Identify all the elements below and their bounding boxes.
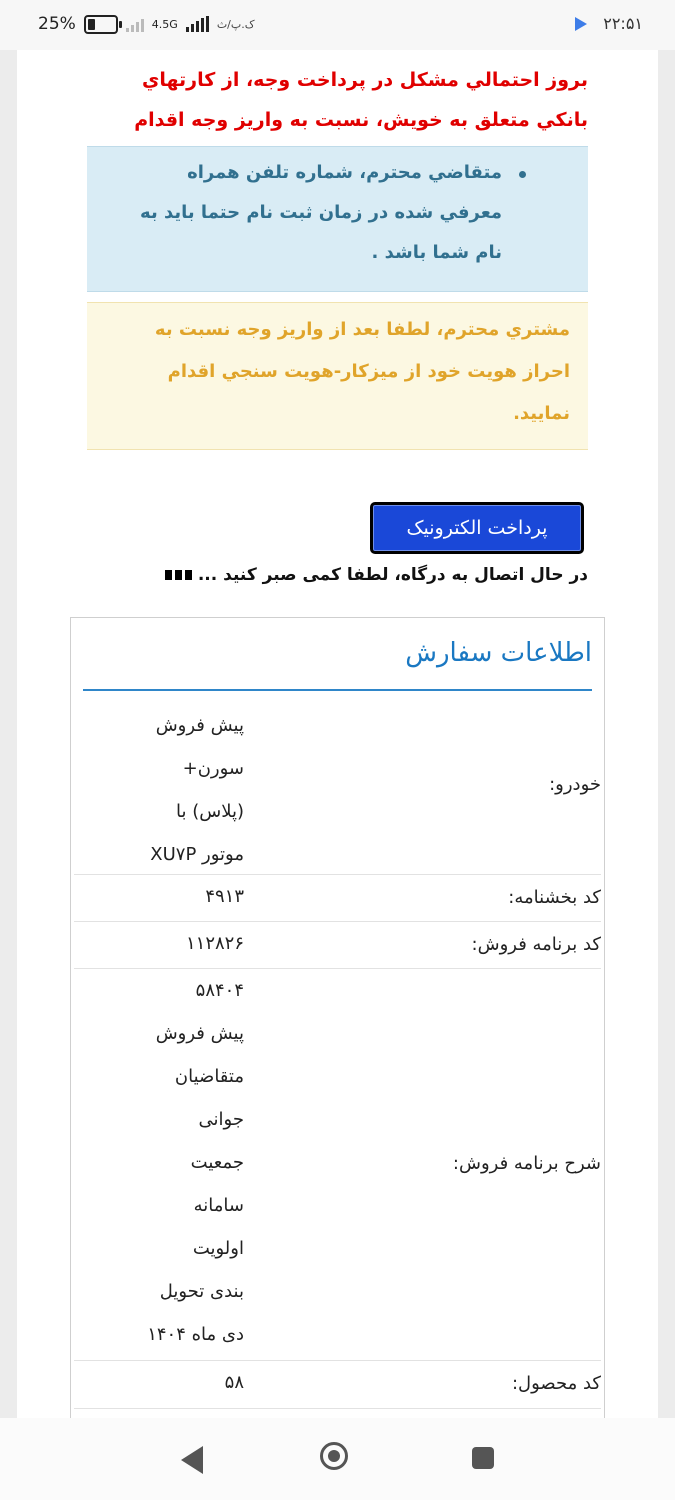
plan-desc-line: سامانه bbox=[193, 1195, 244, 1216]
network-type: 4.5G bbox=[151, 17, 178, 31]
plan-desc-line: جوانی bbox=[198, 1109, 244, 1130]
order-row-car bbox=[74, 704, 601, 874]
bullet-icon bbox=[519, 171, 526, 178]
order-row-plan-desc bbox=[74, 968, 601, 1361]
order-row-next bbox=[74, 1408, 601, 1418]
order-row-sale-plan bbox=[74, 921, 601, 969]
home-icon[interactable] bbox=[320, 1442, 348, 1470]
clock: ۲۲:۵۱ bbox=[603, 14, 643, 33]
car-label: خودرو: bbox=[549, 774, 601, 795]
plan-desc-line: اولویت bbox=[192, 1238, 244, 1259]
loading-dots-icon bbox=[165, 570, 192, 580]
plan-desc-line: ۵۸۴۰۴ bbox=[195, 980, 244, 1001]
navigation-bar bbox=[0, 1418, 675, 1500]
identity-notice-box bbox=[87, 302, 588, 450]
status-bar bbox=[0, 0, 675, 50]
plan-desc-line: جمعیت bbox=[190, 1152, 244, 1173]
electronic-payment-button[interactable]: پرداخت الكترونیک bbox=[370, 502, 584, 554]
order-info-title: اطلاعات سفارش bbox=[405, 638, 592, 668]
play-store-icon bbox=[575, 17, 587, 31]
order-row-product bbox=[74, 1360, 601, 1409]
circular-code-label: کد بخشنامه: bbox=[508, 887, 601, 908]
plan-desc-line: متقاضیان bbox=[174, 1066, 244, 1087]
plan-desc-line: دی ماه ۱۴۰۴ bbox=[147, 1324, 244, 1345]
connecting-text: در حال اتصال به درگاه، لطفا کمی صبر کنید ... bbox=[197, 565, 588, 585]
plan-desc-value bbox=[94, 969, 244, 1356]
sale-plan-code-value: ۱۱۲۸۲۶ bbox=[185, 933, 244, 954]
network-group bbox=[152, 19, 178, 30]
web-page bbox=[17, 50, 658, 1418]
order-info-panel bbox=[70, 617, 605, 1418]
back-icon[interactable] bbox=[181, 1446, 203, 1474]
order-row-circular bbox=[74, 874, 601, 922]
phone-notice-box bbox=[87, 146, 588, 292]
signal-icon-sim2 bbox=[126, 16, 144, 32]
battery-fill bbox=[88, 19, 95, 30]
plan-desc-line: بندی تحویل bbox=[159, 1281, 244, 1302]
product-code-value: ۵۸ bbox=[224, 1372, 244, 1393]
battery-percent: 25% bbox=[38, 14, 76, 34]
sale-plan-code-label: کد برنامه فروش: bbox=[471, 934, 601, 955]
car-value-line: موتور XU۷P bbox=[150, 844, 244, 865]
car-value-line: پیش فروش bbox=[155, 715, 244, 736]
plan-desc-line: پیش فروش bbox=[155, 1023, 244, 1044]
circular-code-value: ۴۹۱۳ bbox=[205, 886, 244, 907]
connecting-status bbox=[165, 565, 588, 585]
payment-warning-text: بروز احتمالي مشكل در پرداخت وجه، از كارتهاي بانكي متعلق به خويش، نسبت به واريز وجه اقدام bbox=[134, 69, 588, 131]
signal-icon-sim1 bbox=[186, 16, 209, 32]
plan-desc-label: شرح برنامه فروش: bbox=[452, 1153, 601, 1174]
car-value-line: (پلاس) با bbox=[176, 801, 244, 822]
product-code-label: کد محصول: bbox=[511, 1373, 601, 1394]
status-left-group bbox=[38, 14, 255, 34]
car-value-line: سورن+ bbox=[182, 758, 244, 779]
identity-notice-text: مشتري محترم، لطفا بعد از واريز وجه نسبت به احراز هويت خود از ميزكار-هويت سنجي اقدام نماييد. bbox=[154, 319, 570, 424]
phone-notice-text: متقاضي محترم، شماره تلفن همراه معرفي شده در زمان ثبت نام حتما بايد به نام شما باشد . bbox=[140, 162, 502, 263]
status-right-group bbox=[575, 14, 643, 33]
battery-icon bbox=[84, 15, 118, 34]
recent-apps-icon[interactable] bbox=[472, 1447, 494, 1469]
car-value bbox=[94, 704, 244, 876]
carrier-label: ک.پ/ث bbox=[216, 17, 255, 31]
title-divider bbox=[83, 689, 592, 691]
